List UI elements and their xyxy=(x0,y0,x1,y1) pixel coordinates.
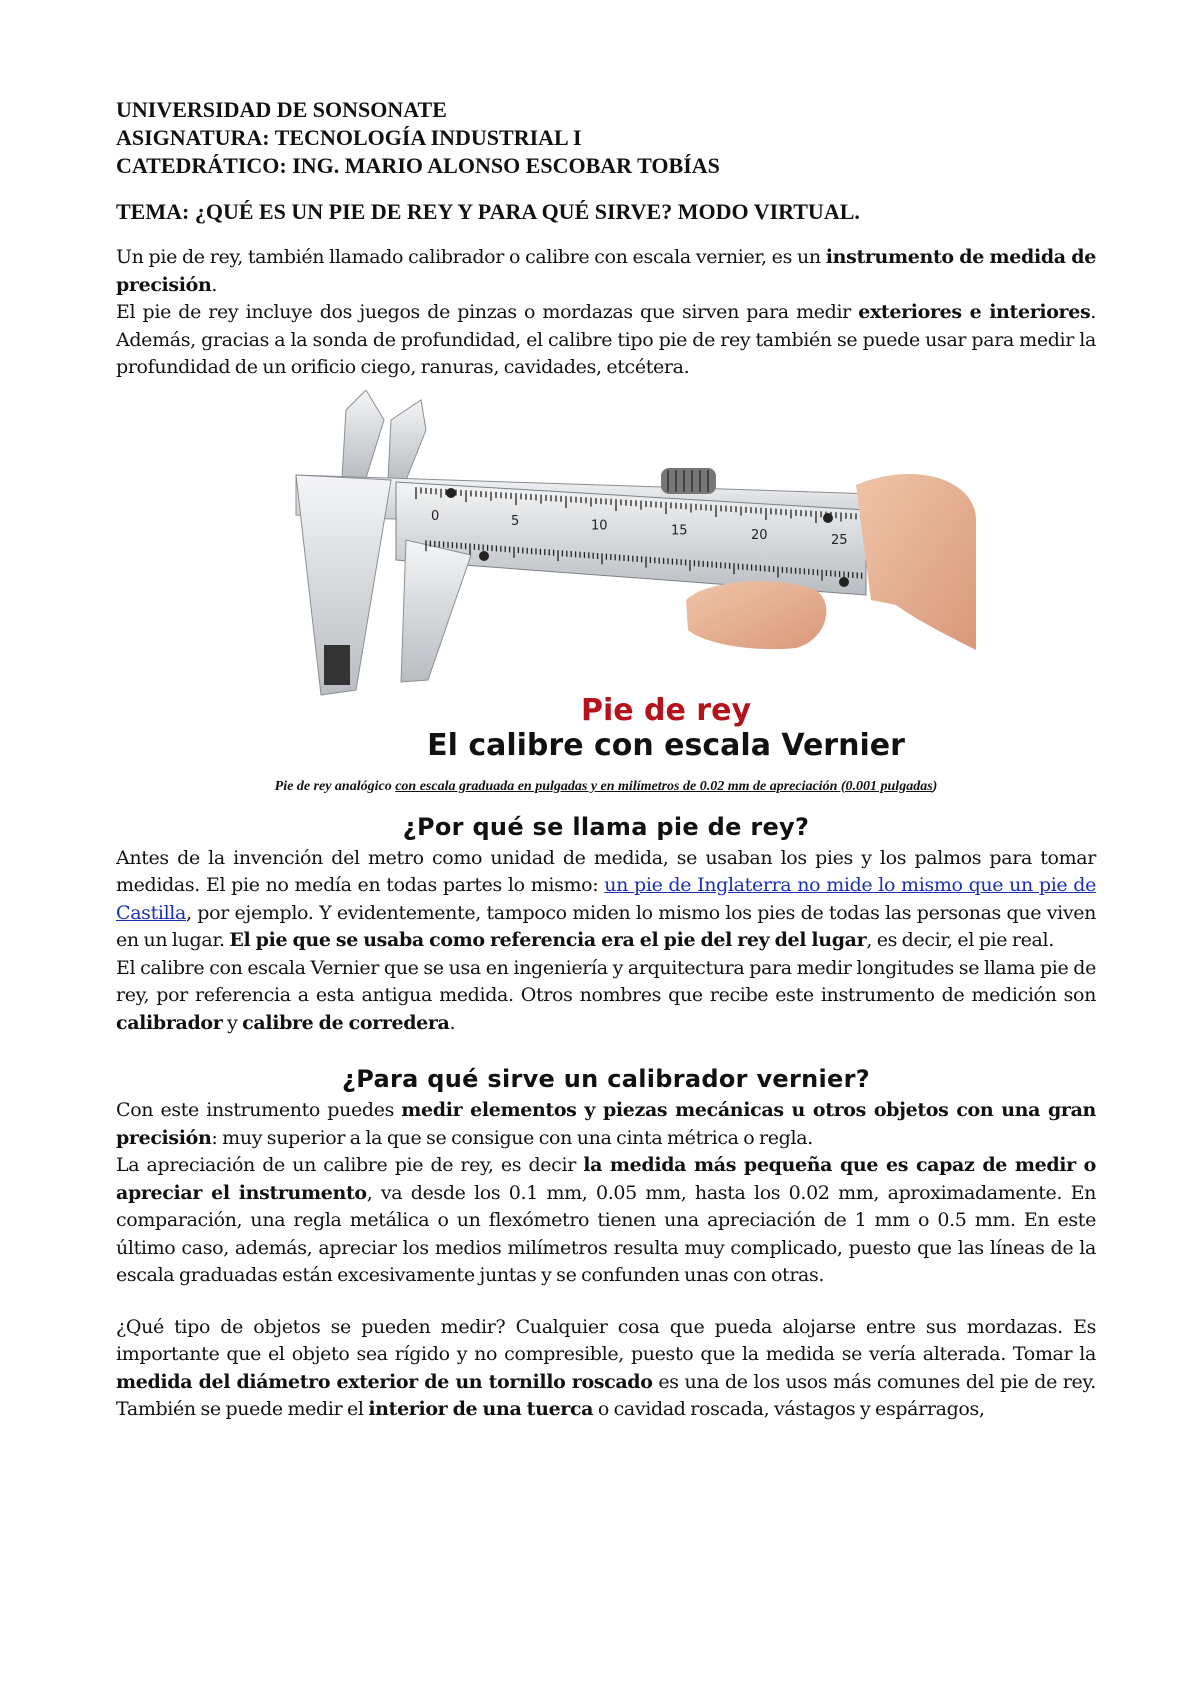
section-heading-what-for: ¿Para qué sirve un calibrador vernier? xyxy=(342,1065,870,1093)
hand-thumb xyxy=(686,581,826,649)
vernier-caliper-image xyxy=(216,390,976,775)
document-page xyxy=(116,96,1096,1424)
bold-calibrador: calibrador xyxy=(116,1011,223,1034)
subject-line: ASIGNATURA: TECNOLOGÍA INDUSTRIAL I xyxy=(116,125,582,150)
section1-paragraph-1: Antes de la invención del metro como unidad de medida, se usaban los pies y los palmos para tomar medidas. El pie no medía en todas partes lo mismo: un pie de Inglaterra no mide lo mismo que un pie de Castilla, por ejemplo. Y evidentemente, tampoco miden lo mismo los pies de todas las personas que viven en un lugar. El pie que se usaba como referencia era el pie del rey del lugar, es decir, el pie real. xyxy=(116,846,1096,951)
scale-label: 20 xyxy=(751,527,768,543)
bold-precision-instrument: instrumento de medida de precisión xyxy=(116,246,1096,296)
screw-2 xyxy=(479,551,489,561)
section1-paragraph-2: El calibre con escala Vernier que se usa en ingeniería y arquitectura para medir longitudes se llama pie de rey, por referencia a esta antigua medida. Otros nombres que recibe este instrumento de medición son calibrador y calibre de corredera. xyxy=(116,956,1096,1034)
bold-kings-foot: El pie que se usaba como referencia era el pie del rey del lugar xyxy=(229,929,867,951)
upper-jaw-fixed xyxy=(342,390,384,478)
bold-smallest-measure: la medida más pequeña que es capaz de medir o apreciar el instrumento xyxy=(116,1154,1096,1204)
scale-label: 10 xyxy=(591,518,608,534)
scale-label: 25 xyxy=(831,532,848,548)
bold-screw-diameter: medida del diámetro exterior de un tornillo roscado xyxy=(116,1370,653,1393)
topic-title: TEMA: ¿QUÉ ES UN PIE DE REY Y PARA QUÉ SIRVE? MODO VIRTUAL. xyxy=(116,199,860,224)
upper-jaw-sliding xyxy=(388,400,426,480)
intro-paragraph-2: El pie de rey incluye dos juegos de pinzas o mordazas que sirven para medir exteriores e interiores. Además, gracias a la sonda de profundidad, el calibre tipo pie de rey también se puede usar para medir la profundidad de un orificio ciego, ranuras, cavidades, etcétera. xyxy=(116,301,1096,378)
bold-calibre-corredera: calibre de corredera xyxy=(242,1011,450,1034)
figure-title-red: Pie de rey xyxy=(580,692,752,728)
bold-nut-interior: interior de una tuerca xyxy=(368,1398,594,1420)
hand-fingers xyxy=(856,473,976,649)
figure-caption: Pie de rey analógico con escala graduada en pulgadas y en milímetros de 0.02 mm de apreciación (0.001 pulgadas) xyxy=(274,778,938,794)
scale-label: 15 xyxy=(671,522,688,538)
section2-paragraph-2: La apreciación de un calibre pie de rey, es decir la medida más pequeña que es capaz de medir o apreciar el instrumento, va desde los 0.1 mm, 0.05 mm, hasta los 0.02 mm, aproximadamente. En comparación, una regla metálica o un flexómetro tienen una apreciación de 1 mm o 0.5 mm. En este último caso, además, apreciar los medios milímetros resulta muy complicado, puesto que las líneas de la escala graduadas están excesivamente juntas y se confunden unas con otras. xyxy=(116,1154,1096,1286)
university-title: UNIVERSIDAD DE SONSONATE xyxy=(116,97,447,122)
professor-line: CATEDRÁTICO: ING. MARIO ALONSO ESCOBAR TOBÍAS xyxy=(116,153,720,178)
intro-paragraph-1: Un pie de rey, también llamado calibrador o calibre con escala vernier, es un instrumento de medida de precisión. xyxy=(116,246,1096,296)
bold-exteriors-interiors: exteriores e interiores xyxy=(858,301,1091,323)
screw-3 xyxy=(823,513,833,523)
caption-underlined: con escala graduada en pulgadas y en milímetros de 0.02 mm de apreciación (0.001 pulgadas xyxy=(395,778,933,794)
bold-measure-elements: medir elementos y piezas mecánicas u otros objetos con una gran precisión xyxy=(116,1099,1096,1149)
figure-title-black: El calibre con escala Vernier xyxy=(427,727,905,763)
section2-paragraph-1: Con este instrumento puedes medir elementos y piezas mecánicas u otros objetos con una gran precisión: muy superior a la que se consigue con una cinta métrica o regla. xyxy=(116,1099,1096,1149)
caliper-illustration xyxy=(216,390,976,775)
section-heading-why-name: ¿Por qué se llama pie de rey? xyxy=(402,812,810,841)
scale-label: 5 xyxy=(511,513,520,529)
link-england-castilla[interactable]: un pie de Inglaterra no mide lo mismo que un pie de Castilla xyxy=(116,874,1096,924)
jaw-tip-dark xyxy=(324,645,350,685)
screw-4 xyxy=(839,577,849,587)
lower-jaw-sliding xyxy=(401,540,471,682)
screw-1 xyxy=(446,488,456,498)
section2-paragraph-3: ¿Qué tipo de objetos se pueden medir? Cualquier cosa que pueda alojarse entre sus mordazas. Es importante que el objeto sea rígido y no compresible, puesto que la medida se vería alterada. Tomar la medida del diámetro exterior de un tornillo roscado es una de los usos más comunes del pie de rey. También se puede medir el interior de una tuerca o cavidad roscada, vástagos y espárragos, xyxy=(116,1315,1096,1420)
scale-label: 0 xyxy=(431,508,440,524)
